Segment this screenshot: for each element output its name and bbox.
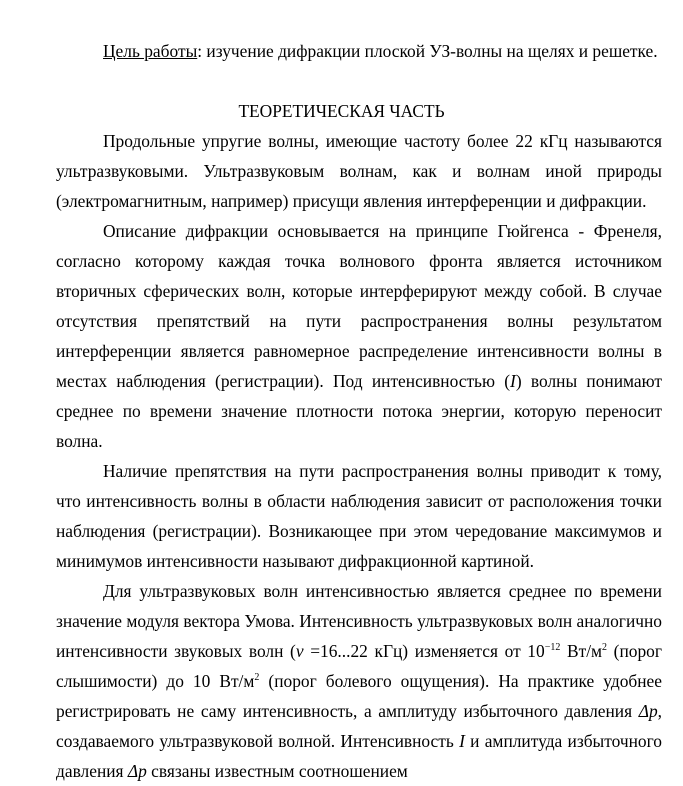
p4-exponent: −12 <box>544 642 561 653</box>
intensity-symbol-2: I <box>459 731 465 751</box>
pressure-symbol-1: Δp <box>638 701 658 721</box>
paragraph-huygens-fresnel <box>56 216 662 456</box>
p4-frequency-range: =16...22 кГц) изменяется от 10 <box>303 641 545 661</box>
frequency-symbol: ν <box>295 641 304 661</box>
pressure-symbol-2: Δp <box>127 761 147 781</box>
work-goal-label: Цель работы <box>103 41 198 61</box>
intensity-symbol: I <box>510 371 516 391</box>
p4-unit-1: Вт/м <box>560 641 603 661</box>
paragraph-ultrasound-definition: Продольные упругие волны, имеющие частоту более 22 кГц называются ультразвуковыми. Ультразвуковым волнам, как и волнам иной природы (электромагнитным, например) присущи явления интерференции и дифракции. <box>56 131 662 211</box>
section-heading: ТЕОРЕТИЧЕСКАЯ ЧАСТЬ <box>238 101 445 121</box>
p4-text-c: (порог болевого ощущения). На практике удобнее регистрировать не саму интенсивность, а амплитуду избыточного давления <box>56 671 662 721</box>
p4-square-1: 2 <box>602 642 608 653</box>
p2-text-b: ) волны понимают среднее по времени значение плотности потока энергии, которую переносит волна. <box>56 371 662 451</box>
p4-text-a: Для ультразвуковых волн интенсивностью является среднее по времени значение модуля вектора Умова. Интенсивность ультразвуковых волн аналогично интенсивности звуковых волн ( <box>56 581 662 661</box>
p4-text-d: , создаваемого ультразвуковой волной. Интенсивность <box>56 701 662 751</box>
p4-square-2: 2 <box>254 672 260 683</box>
p4-text-b: (порог слышимости) до 10 Вт/м <box>56 641 662 691</box>
paragraph-diffraction-pattern: Наличие препятствия на пути распространения волны приводит к тому, что интенсивность волны в области наблюдения зависит от расположения точки наблюдения (регистрации). Возникающее при этом чередование максимумов и минимумов интенсивности называют дифракционной картиной. <box>56 461 662 571</box>
p4-text-f: связаны известным соотношением <box>146 761 408 781</box>
p2-text-a: Описание дифракции основывается на принципе Гюйгенса - Френеля, согласно которому каждая точка волнового фронта является источником вторичных сферических волн, которые интерферируют между собой. В случае отсутствия препятствий на пути распространения волны результатом интерференции является равномерное распределение интенсивности волны в местах наблюдения (регистрации). Под интенсивностью ( <box>56 221 662 391</box>
work-goal <box>103 40 658 62</box>
paragraph-umov-intensity <box>56 576 662 786</box>
p4-text-e: и амплитуда избыточного давления <box>56 731 663 781</box>
work-goal-text: : изучение дифракции плоской УЗ-волны на щелях и решетке. <box>197 41 658 61</box>
